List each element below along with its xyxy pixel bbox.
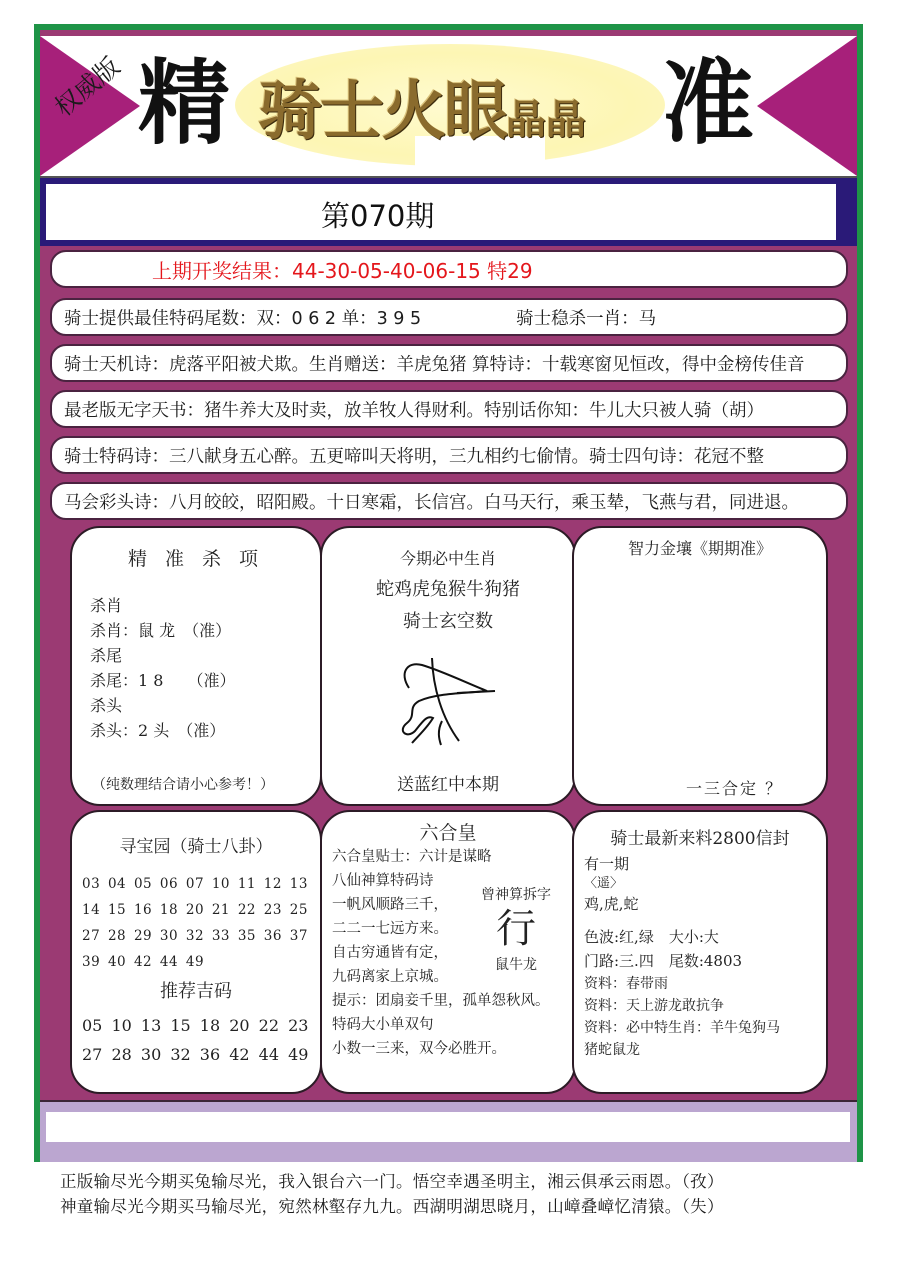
letter-info: 猪蛇鼠龙 [584, 1042, 640, 1058]
issue-panel [46, 184, 836, 240]
kill-one-text: 骑士稳杀一肖：马 [516, 308, 657, 329]
tail-numbers-row [50, 298, 848, 336]
issue-number: 第070期 [321, 199, 435, 233]
liuhe-poem-line: 自古穷通皆有定， [332, 945, 448, 961]
letter-card [572, 810, 828, 1094]
poster-frame [34, 24, 863, 1162]
zodiac-line-1: 今期必中生肖 [399, 549, 496, 568]
bottom-poem-2: 神童输尽光今期买马输尽光，宛然林壑存九九。西湖明湖思晓月，山嶂叠嶂忆清猿。（失） [60, 1197, 724, 1216]
title-left-char: 精 [138, 50, 231, 157]
zodiac-card-footer: 送蓝红中本期 [397, 775, 499, 795]
bottom-poem-1: 正版输尽光今期买兔输尽光，我入银台六一门。悟空幸遇圣明主，湘云俱承云雨恩。（孜） [60, 1172, 724, 1191]
kill-line: 杀头：2 头 （准） [90, 721, 226, 740]
letter-info: 资料：天上游龙敢抗争 [584, 998, 724, 1014]
title-right-char: 准 [662, 50, 755, 157]
treasure-card [70, 810, 322, 1094]
gold-title [258, 74, 586, 149]
poem-row-3: 马会彩头诗：八月皎皎，昭阳殿。十日寒霜，长信宫。白马天行，乘玉辇，飞燕与君，同进退。 [50, 482, 848, 520]
kill-line: 杀肖 [90, 596, 123, 615]
tail-numbers-text: 骑士提供最佳特码尾数：双：0 6 2 单：3 9 5 [64, 308, 422, 329]
kill-line: 杀尾 [90, 646, 123, 665]
treasure-number-row: 39 40 42 44 49 [82, 954, 205, 970]
wisdom-card-title: 智力金壤《期期准》 [627, 539, 772, 558]
letter-info: 资料：春带雨 [584, 976, 668, 992]
footer-band [40, 1100, 857, 1162]
gold-title-small: 晶晶 [506, 96, 586, 143]
split-char-zodiac: 鼠牛龙 [495, 957, 537, 973]
kill-line: 杀肖：鼠 龙 （准） [90, 621, 232, 640]
treasure-number-row: 14 15 16 18 20 21 22 23 25 [82, 902, 308, 918]
issue-bar [40, 176, 857, 246]
treasure-card-title: 寻宝园（骑士八卦） [119, 837, 273, 857]
liuhe-poem-line: 一帆风顺路三千， [332, 897, 448, 913]
liuhe-poem-title: 八仙神算特码诗 [332, 873, 434, 889]
liuhe-card [320, 810, 576, 1094]
zodiac-line-2: 蛇鸡虎兔猴牛狗猪 [376, 579, 520, 600]
lucky-numbers-title: 推荐吉码 [160, 981, 232, 1002]
liuhe-card-title: 六合皇 [419, 822, 477, 844]
lucky-number-row: 05 10 13 15 18 20 22 23 [82, 1016, 309, 1035]
poem-row-2: 骑士特码诗：三八献身五心醉。五更啼叫天将明，三九相约七偷情。骑士四句诗：花冠不整 [50, 436, 848, 474]
header-banner [40, 30, 857, 176]
liuhe-poem-line: 二二一七远方来。 [332, 921, 448, 937]
footer-blank-panel [46, 1112, 850, 1142]
kill-card-title: 精 准 杀 项 [127, 548, 265, 570]
zodiac-card [320, 526, 576, 806]
gold-title-main: 骑士火眼 [258, 74, 506, 149]
kill-card-note: （纯数理结合请小心参考！） [92, 777, 274, 793]
poem-row-1: 骑士天机诗：虎落平阳被犬欺。生肖赠送：羊虎兔猪 算特诗：十载寒窗见恒改，得中金榜传佳音 [50, 344, 848, 382]
kill-line: 杀头 [90, 696, 123, 715]
split-char: 行 [496, 906, 536, 952]
liuhe-poem-line: 九码离家上京城。 [332, 969, 448, 985]
lucky-number-row: 27 28 30 32 36 42 44 49 [82, 1045, 309, 1064]
authority-badge: 权威版 [49, 51, 126, 123]
kill-items-card [70, 526, 322, 806]
letter-line: 有一期 [584, 855, 630, 873]
wisdom-card [572, 526, 828, 806]
treasure-number-row: 27 28 29 30 32 33 35 36 37 [82, 928, 308, 944]
letter-line: 鸡,虎,蛇 [584, 895, 639, 913]
letter-color: 色波:红,绿 大小:大 [584, 928, 719, 946]
signature-scribble-icon [397, 653, 507, 748]
treasure-number-row: 03 04 05 06 07 10 11 12 13 [82, 876, 308, 892]
kill-line: 杀尾：1 8 （准） [90, 671, 236, 690]
split-character-box [468, 884, 564, 974]
wisdom-card-footer: 一三合定 ？ [686, 779, 784, 798]
last-result-row: 上期开奖结果：44-30-05-40-06-15 特29 [50, 250, 848, 288]
liuhe-size-line: 小数一三来，双今必胜开。 [332, 1041, 506, 1057]
liuhe-size-title: 特码大小单双句 [332, 1017, 434, 1033]
split-char-title: 曾神算拆字 [481, 887, 551, 903]
letter-line: 〈遥〉 [584, 876, 624, 891]
letter-route: 门路:三.四 尾数:4803 [584, 952, 743, 970]
zodiac-line-3: 骑士玄空数 [403, 611, 493, 632]
liuhe-tip: 六合皇贴士：六计是谋略 [332, 849, 492, 865]
right-triangle-decoration [757, 36, 857, 176]
letter-info: 资料：必中特生肖：羊牛兔狗马 [584, 1020, 780, 1036]
letter-card-title: 骑士最新来料2800信封 [610, 829, 790, 849]
liuhe-hint: 提示：团扇妾千里，孤单怨秋风。 [332, 993, 550, 1009]
book-row: 最老版无字天书：猪牛养大及时卖，放羊牧人得财利。特别话你知：牛儿大只被人骑（胡） [50, 390, 848, 428]
